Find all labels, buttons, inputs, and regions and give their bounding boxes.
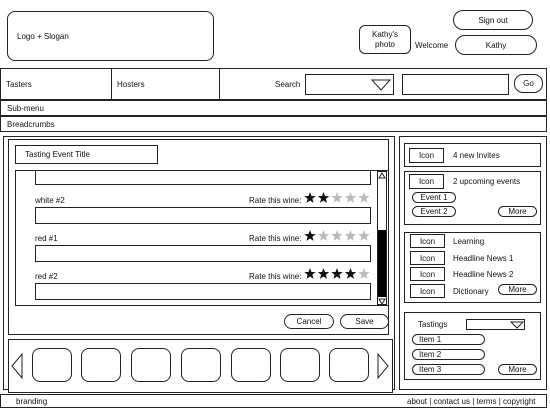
tastings-select[interactable]: [466, 319, 525, 330]
more-label: More: [508, 365, 527, 374]
icon-label: Icon: [419, 236, 436, 246]
tab-tasters-label: Tasters: [6, 79, 32, 89]
star-empty-icon[interactable]: [345, 192, 356, 203]
tastings-more-button[interactable]: [498, 364, 537, 375]
submenu-label: Sub-menu: [7, 103, 44, 113]
icon-label: Icon: [419, 269, 436, 279]
carousel-thumbnail[interactable]: [81, 348, 121, 382]
star-filled-icon[interactable]: [345, 268, 356, 279]
go-label: Go: [523, 79, 534, 88]
event-1-label: Event 1: [420, 193, 448, 202]
cancel-label: Cancel: [296, 317, 322, 326]
scroll-down-icon[interactable]: [377, 297, 387, 305]
tab-tasters[interactable]: [0, 68, 112, 100]
dictionary-icon[interactable]: [410, 284, 445, 298]
invites-text[interactable]: 4 new Invites: [453, 151, 500, 160]
tastings-label: Tastings: [418, 320, 448, 329]
user-name-label: Kathy: [485, 40, 507, 50]
cancel-button[interactable]: [284, 314, 334, 329]
rate-wine-label: Rate this wine:: [249, 234, 302, 243]
event-2-link[interactable]: [412, 206, 456, 217]
star-filled-icon[interactable]: [304, 192, 315, 203]
event-1-link[interactable]: [412, 192, 456, 203]
icon-label: Icon: [418, 151, 435, 160]
learning-icon[interactable]: [410, 234, 445, 248]
breadcrumb[interactable]: [0, 116, 547, 132]
scroll-thumb[interactable]: [378, 230, 386, 297]
welcome-text: Welcome: [415, 41, 449, 50]
star-rating[interactable]: [304, 191, 374, 205]
wine-name: white #2: [35, 196, 65, 205]
tasting-item-2[interactable]: [412, 349, 485, 360]
star-filled-icon[interactable]: [304, 268, 315, 279]
footer-links[interactable]: about | contact us | terms | copyright: [407, 397, 536, 406]
news-2-icon[interactable]: [410, 267, 445, 281]
star-filled-icon[interactable]: [331, 268, 342, 279]
tab-hosters[interactable]: [112, 68, 220, 100]
search-input[interactable]: [402, 74, 509, 95]
icon-label: Icon: [419, 253, 436, 263]
carousel-thumbnail[interactable]: [131, 348, 171, 382]
dictionary-link[interactable]: Dictionary: [453, 287, 489, 296]
logo-slogan[interactable]: [7, 11, 214, 61]
learning-link[interactable]: Learning: [453, 237, 485, 246]
wine-comment-field[interactable]: [35, 245, 371, 262]
upcoming-events-text: 2 upcoming events: [453, 177, 521, 186]
icon-label: Icon: [419, 286, 436, 296]
star-filled-icon[interactable]: [318, 268, 329, 279]
star-filled-icon[interactable]: [318, 192, 329, 203]
rate-wine-label: Rate this wine:: [249, 272, 302, 281]
icon-label: Icon: [418, 177, 435, 186]
more-label: More: [508, 285, 527, 294]
tab-hosters-label: Hosters: [117, 79, 145, 89]
star-rating[interactable]: [304, 229, 374, 243]
wine-name: red #1: [35, 234, 58, 243]
headline-news-1-link[interactable]: Headline News 1: [453, 254, 514, 263]
more-label: More: [508, 207, 527, 216]
carousel-prev-icon[interactable]: [11, 353, 23, 379]
rate-wine-label: Rate this wine:: [249, 196, 302, 205]
logo-text: Logo + Slogan: [17, 31, 69, 41]
wine-comment-field[interactable]: [35, 171, 371, 185]
carousel-next-icon[interactable]: [377, 353, 389, 379]
tasting-item-1[interactable]: [412, 334, 485, 345]
news-more-button[interactable]: [498, 284, 537, 295]
photo-line-2: photo: [374, 39, 396, 49]
carousel-thumbnail[interactable]: [231, 348, 271, 382]
dropdown-arrow-icon: [371, 79, 391, 91]
carousel-thumbnail[interactable]: [32, 348, 72, 382]
save-button[interactable]: [340, 314, 389, 329]
tasting-item-label: Item 2: [419, 350, 442, 359]
user-name-button[interactable]: [455, 35, 537, 55]
star-empty-icon[interactable]: [318, 230, 329, 241]
event-title: [15, 145, 158, 164]
star-empty-icon[interactable]: [345, 230, 356, 241]
search-label: Search: [275, 80, 301, 89]
branding-text: branding: [16, 397, 48, 406]
news-1-icon[interactable]: [410, 251, 445, 265]
save-label: Save: [355, 317, 374, 326]
wine-comment-field[interactable]: [35, 207, 371, 224]
tasting-item-3[interactable]: [412, 364, 485, 375]
carousel-thumbnail[interactable]: [280, 348, 320, 382]
tasting-item-label: Item 3: [419, 365, 442, 374]
star-empty-icon[interactable]: [358, 192, 369, 203]
tasting-item-label: Item 1: [419, 335, 442, 344]
signout-button[interactable]: [453, 10, 533, 30]
event-title-label: Tasting Event Title: [25, 150, 90, 159]
submenu-bar[interactable]: [0, 100, 547, 116]
search-category-select[interactable]: [305, 74, 394, 95]
signout-label: Sign out: [478, 15, 508, 25]
star-rating[interactable]: [304, 267, 374, 281]
headline-news-2-link[interactable]: Headline News 2: [453, 270, 514, 279]
user-photo[interactable]: [359, 25, 411, 54]
breadcrumb-label: Breadcrumbs: [7, 119, 55, 129]
events-more-button[interactable]: [498, 206, 537, 217]
star-filled-icon[interactable]: [304, 230, 315, 241]
carousel-thumbnail[interactable]: [181, 348, 221, 382]
go-button[interactable]: [514, 74, 543, 93]
star-empty-icon[interactable]: [331, 192, 342, 203]
event-2-label: Event 2: [420, 207, 448, 216]
scroll-up-icon[interactable]: [377, 172, 387, 180]
wine-name: red #2: [35, 272, 58, 281]
invites-icon[interactable]: [409, 148, 444, 163]
wine-comment-field[interactable]: [35, 283, 371, 300]
star-empty-icon[interactable]: [358, 268, 369, 279]
photo-line-1: Kathy's: [372, 29, 398, 39]
dropdown-arrow-icon: [510, 321, 524, 329]
carousel-thumbnail[interactable]: [329, 348, 369, 382]
events-icon[interactable]: [409, 174, 444, 189]
star-empty-icon[interactable]: [331, 230, 342, 241]
star-empty-icon[interactable]: [358, 230, 369, 241]
